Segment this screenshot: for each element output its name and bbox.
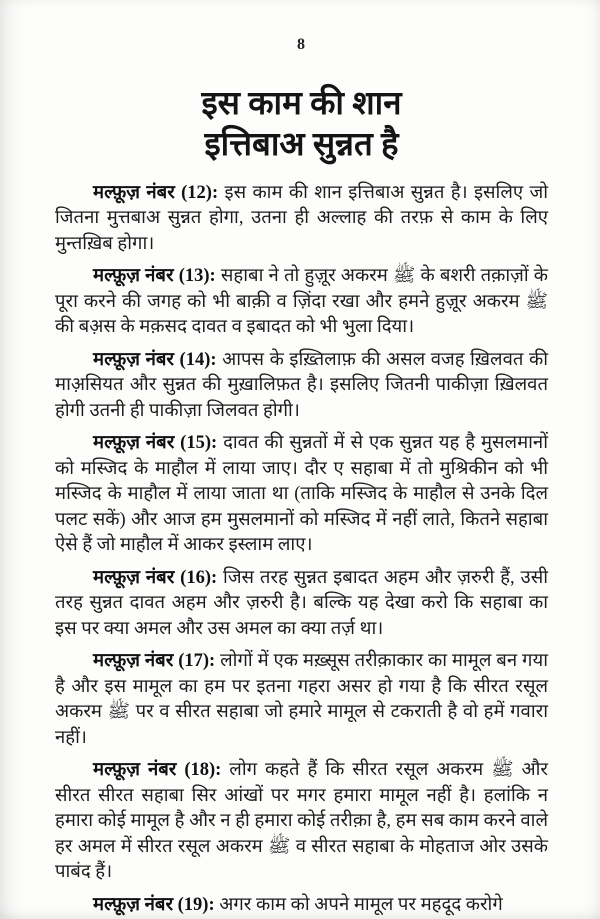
paragraph-text: अगर काम को अपने मामूल पर महदूद करोगे	[214, 894, 503, 915]
paragraph-malfuz-12	[55, 181, 548, 258]
page-title-line2: इत्तिबाअ सुन्नत है	[204, 127, 399, 164]
paragraph-text: इस काम की शान इत्तिबाअ सुन्नत है। इसलिए जो जितना मुत्तबाअ सुन्नत होगा, उतना ही अल्लाह की तरफ़ से काम के लिए मुन्तख़िब होगा।	[55, 182, 549, 254]
paragraph-malfuz-19	[55, 893, 548, 919]
paragraph-lead: मल्फ़ूज़ नंबर (18):	[93, 760, 222, 780]
paragraph-text: दावत की सुन्नतों में से एक सुन्नत यह है मुसलमानों को मस्जिद के माहौल में लाया जाए। दौर ए सहाबा में तो मुश्रिकीन को भी मस्जिद के माहौल में लाया जाता था (ताकि मस्जिद के माहौल से उनके दिल पलट सकें) और आज हम मुसलमानों को मस्जिद में नहीं लाते, कितने सहाबा ऐसे हैं जो माहौल में आकर इस्लाम लाए।	[55, 433, 548, 555]
paragraph-lead: मल्फ़ूज़ नंबर (14):	[93, 349, 217, 370]
paragraph-malfuz-17	[55, 649, 548, 751]
page-number: 8	[297, 36, 306, 53]
paragraph-lead: मल्फ़ूज़ नंबर (13):	[93, 266, 216, 286]
paragraph-text: सहाबा ने तो हुज़ूर अकरम ﷺ के बशरी तक़ाज़ों के पूरा करने की जगह को भी बाक़ी व ज़िंदा रखा और हमने हुज़ूर अकरम ﷺ की बअ़स के मक़सद दावत व इबादत को भी भुला दिया।	[55, 266, 549, 337]
paragraph-malfuz-15	[55, 431, 548, 559]
paragraph-lead: मल्फ़ूज़ नंबर (17):	[93, 651, 216, 671]
paragraph-text: जिस तरह सुन्नत इबादत अहम और ज़रुरी हैं, उसी तरह सुन्नत दावत अहम और ज़रुरी है। बल्कि यह देखा करो कि सहाबा का इस पर क्या अमल और उस अमल का क्या तर्ज़ था।	[55, 567, 548, 639]
paragraph-text: आपस के इख़्तिलाफ़ की असल वजह ख़िलवत की माअ़सियत और सुन्नत की मुख़ालिफ़त है। इसलिए जितनी पाकीज़ा ख़िलवत होगी उतनी ही पाकीज़ा जिलवत होगी।	[55, 349, 549, 421]
paragraph-lead: मल्फ़ूज़ नंबर (12):	[93, 182, 219, 203]
paragraph-lead: मल्फ़ूज़ नंबर (19):	[93, 894, 215, 915]
paragraph-malfuz-16	[55, 566, 548, 643]
paragraph-malfuz-18	[55, 758, 548, 886]
paragraph-malfuz-14	[55, 348, 548, 425]
paragraph-lead: मल्फ़ूज़ नंबर (15):	[93, 433, 218, 453]
paragraph-malfuz-13	[55, 264, 548, 341]
page-content	[55, 181, 548, 919]
paragraph-text: लोग कहते हैं कि सीरत रसूल अकरम ﷺ और सीरत सीरत सहाबा सिर आंखों पर मगर हमारा मामूल नहीं है। हलांकि न हमारा कोई मामूल है और न ही हमारा कोई तरीक़ा है, हम सब काम करने वाले हर अमल में सीरत रसूल अकरम ﷺ व सीरत सहाबा के मोहताज ओर उसके पाबंद हैं।	[55, 760, 549, 882]
page-title	[55, 84, 548, 167]
paragraph-text: लोगों में एक मख़्सूस तरीक़ाकार का मामूल बन गया है और इस मामूल का हम पर इतना गहरा असर हो गया है कि सीरत रसूल अकरम ﷺ पर व सीरत सहाबा जो हमारे मामूल से टकराती है वो हमें गवारा नहीं।	[55, 651, 548, 748]
paragraph-lead: मल्फ़ूज़ नंबर (16):	[93, 567, 218, 588]
page-title-line1: इस काम की शान	[201, 86, 402, 122]
